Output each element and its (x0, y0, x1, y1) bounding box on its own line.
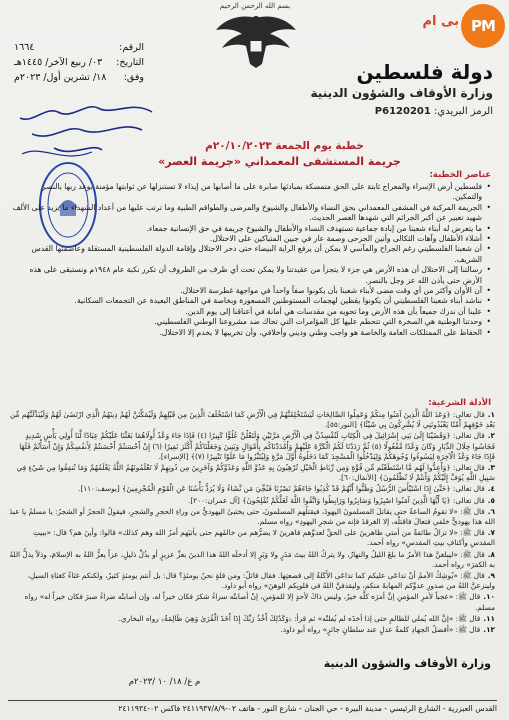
elements-heading: عناصر الخطبة: (429, 170, 491, 180)
date-hijri: ٠٣/ ربيع الآخر/ ١٤٤٥هـ (14, 57, 103, 68)
evidence-number: ٢. (487, 431, 495, 441)
sermon-element-item: • فلسطين أرض الإسراء والمعراج ثابتة على الحق متمسكة بمبادئها صابرة على ما أصابها من إيذاء لا تستنزلها عن ثوابتها مؤمنة بوعد ربها بالنصر والتمكين. (12, 182, 491, 203)
evidence-number: ١٠. (483, 592, 495, 602)
sermon-element-item: • أشلاء الأطفال وآهات الثكالى وأنين الجرحى وصمة عار في جبين المتباكين على الاحتلال. (12, 234, 491, 244)
letter-meta (14, 42, 144, 87)
palestine-eagle-emblem (212, 8, 300, 72)
evidence-text: قال تعالى: ﴿يَا أَيُّهَا الَّذِينَ آمَنُوا اصْبِرُوا وَصَابِرُوا وَرَابِطُوا وَاتَّقُوا اللَّهَ لَعَلَّكُمْ تُفْلِحُونَ﴾ [آل عمران:٢٠٠]. (188, 495, 485, 505)
date-label: التاريخ: (116, 57, 144, 68)
evidence-item (8, 550, 495, 570)
evidence-item (8, 507, 495, 527)
evidence-number: ٧. (487, 528, 495, 538)
evidence-number: ١٢. (483, 625, 495, 635)
postal-value: P6120201 (374, 106, 431, 117)
evidence-number: ٩. (487, 571, 495, 581)
pm-logo-watermark: PM (461, 4, 505, 48)
evidence-text: قال تعالى: ﴿وَأَعِدُّوا لَهُم مَّا اسْتَطَعْتُم مِّن قُوَّةٍ وَمِن رِّبَاطِ الْخَيْلِ تُرْهِبُونَ بِهِ عَدُوَّ اللَّهِ وَعَدُوَّكُمْ وَآخَرِينَ مِن دُونِهِمْ لَا تَعْلَمُونَهُمُ اللَّهُ يَعْلَمُهُمْ وَمَا تُنفِقُوا مِن شَيْءٍ فِي سَبِيلِ اللَّهِ يُوَفَّ إِلَيْكُمْ وَأَنتُمْ لَا تُظْلَمُونَ﴾ [الأنفال:٦٠]. (16, 463, 495, 483)
postal-code (375, 106, 493, 117)
date-gregorian: ١٨/ تشرين أول/ ٢٠٢٣م (14, 72, 107, 83)
evidence-item (8, 571, 495, 591)
postal-label: الرمز البريدي: (434, 106, 493, 117)
evidence-text: قال ﷺ: «إنَّ الله يُملي للظالمِ حتى إذا أخذَه لم يُفلتْه» ثم قرأ: ﴿وَكَذَٰلِكَ أَخْذُ رَبِّكَ إِذَا أَخَذَ الْقُرَىٰ وَهِيَ ظَالِمَةٌ﴾ رواه البخاري. (118, 613, 481, 623)
evidence-text: قال ﷺ: «لا تزالُ طائفةٌ من أمتي ظاهرينَ على الحقِّ لعدوِّهم قاهرينَ لا يضرُّهم من خالفَهم حتى يأتيَهم أمرُ الله وهم كذلك» قالوا: وأينَ هم؟ قال: «ببيتِ المقدسِ وأكنافِ بيتِ المقدسِ» رواه أحمد. (33, 528, 495, 548)
evidence-heading: الأدلة الشرعية: (428, 398, 491, 408)
sermon-element-item: • الحفاظ على الممتلكات العامة والخاصة هو واجب وطني وديني وأخلاقي، وأن تخريبها لا يخدم إلا الاحتلال. (12, 328, 491, 338)
number-label: الرقم: (119, 42, 144, 53)
evidence-text: قال تعالى: ﴿وَقَضَيْنَا إِلَىٰ بَنِي إِسْرَائِيلَ فِي الْكِتَابِ لَتُفْسِدُنَّ فِي الْأَرْضِ مَرَّتَيْنِ وَلَتَعْلُنَّ عُلُوًّا كَبِيرًا (٤) فَإِذَا جَاءَ وَعْدُ أُولَاهُمَا بَعَثْنَا عَلَيْكُمْ عِبَادًا لَّنَا أُولِي بَأْسٍ شَدِيدٍ فَجَاسُوا خِلَالَ الدِّيَارِ وَكَانَ وَعْدًا مَّفْعُولًا (٥) ثُمَّ رَدَدْنَا لَكُمُ الْكَرَّةَ عَلَيْهِمْ وَأَمْدَدْنَاكُم بِأَمْوَالٍ وَبَنِينَ وَجَعَلْنَاكُمْ أَكْثَرَ نَفِيرًا (٦) إِنْ أَحْسَنتُمْ أَحْسَنتُمْ لِأَنفُسِكُمْ وَإِنْ أَسَأْتُمْ فَلَهَا فَإِذَا جَاءَ وَعْدُ الْآخِرَةِ لِيَسُوءُوا وُجُوهَكُمْ وَلِيَدْخُلُوا الْمَسْجِدَ كَمَا دَخَلُوهُ أَوَّلَ مَرَّةٍ وَلِيُتَبِّرُوا مَا عَلَوْا تَتْبِيرًا (٧)﴾ [الإسراء]. (19, 431, 495, 461)
sermon-title: جريمة المستشفى المعمداني «جريمة العصر» (158, 155, 401, 168)
sermon-element-item: • آن الأوان وأكثر من أي وقت مضى لأبناء شعبنا بأن يكونوا صفاً واحداً في مواجهة غطرسة الاحتلال. (12, 286, 491, 296)
evidence-number: ١١. (483, 613, 495, 623)
ministry-name: وزارة الأوقاف والشؤون الدينية (310, 86, 493, 100)
state-name: دولة فلسطين (356, 60, 493, 84)
sermon-element-item: • رسالتنا إلى الاحتلال أن هذه الأرض هي جزء لا يتجزأ من عقيدتنا ولا يمكن تحت أي ظرف من الظروف أن تكرر نكبة عام ١٩٤٨م ونستبقى على هذه الأرض حتى يأذن الله عز وجل بالنصر. (12, 265, 491, 286)
evidence-item (8, 463, 495, 483)
evidence-item (8, 484, 495, 494)
evidence-text: قال ﷺ: «عجباً لأمرِ المؤمنِ إنَّ أمرَه كلَّه خيرٌ، وليس ذاكَ لأحدٍ إلا للمؤمنِ، إنْ أصابتْه سراءُ شكرَ فكان خيراً له، وإن أصابتْه ضراءُ صبرَ فكان خيراً له» رواه مسلم. (24, 592, 495, 612)
muwafiq-label: وفق: (123, 72, 144, 83)
evidence-item (8, 625, 495, 635)
evidence-item (8, 614, 495, 624)
basmala: بسم الله الرحمن الرحيم (219, 2, 291, 10)
sermon-element-item: • علينا أن ندرك جميعاً بأن هذه الأرض وما تحويه من مقدسات هي أمانة في أعناقنا إلى يوم الدين. (12, 307, 491, 317)
evidence-text: قال ﷺ: «يُوشِكُ الأممُ أنْ تداعَى عليكم كما تداعَى الأَكَلةُ إلى قصعتِها. فقال قائلٌ: ومن قلةٍ نحنُ يومئذٍ؟ قال: بل أنتم يومئذٍ كثيرٌ، ولكنكم غثاءٌ كغثاءِ السيلِ، ولينزعنَّ اللهُ من صدورِ عدوِّكم المهابةَ منكم، وليقذفنَّ اللهُ في قلوبِكم الوهنَ» رواه أبو داود. (27, 571, 495, 591)
evidence-text: قال ﷺ: «أفضلُ الجهادِ كلمةُ عدلٍ عند سلطانٍ جائرٍ» رواه أبو داود. (280, 625, 481, 635)
handwritten-signature (2, 90, 162, 170)
number-value: ١٦٦٤ (14, 42, 35, 53)
sermon-element-item: • ما يتعرض له أبناء شعبنا من إبادة جماعية تستهدف النساء والأطفال والشيوخ جريمة في حق الإنسانية جمعاء. (12, 224, 491, 234)
evidence-item (8, 592, 495, 612)
sermon-element-item: • نناشد أبناء شعبنا الفلسطيني أن يكونوا يقظين لهجمات المستوطنين المسعورة وبخاصة في المناطق البعيدة عن التجمعات السكانية. (12, 296, 491, 306)
evidence-text: قال ﷺ: «ليبلغنَّ هذا الأمرُ ما بلغَ الليلُ والنهارُ، ولا يتركُ اللهُ بيتَ مَدَرٍ ولا وَبَرٍ إلا أدخلَه اللهُ هذا الدينَ بعزِّ عزيزٍ أو بذُلِّ ذليلٍ، عزاً يعزُّ اللهُ به الإسلامَ، وذلاً يذلُّ اللهُ به الكفرَ» رواه أحمد. (9, 549, 495, 569)
evidence-item (8, 431, 495, 462)
watermark-text: ﺑﯽ اﻡ (422, 14, 459, 29)
evidence-item (8, 410, 495, 430)
sermon-element-item: • وحدتنا الوطنية هي الصخرة التي تتحطم عليها كل المؤامرات التي تحاك ضد مشروعنا الوطني الفلسطيني. (12, 317, 491, 327)
evidence-number: ١. (487, 410, 495, 419)
sermon-element-item: • أن شعبنا الفلسطيني رغم الجراح والمآسي لا يمكن أن يرفع الراية البيضاء حتى دحر الاحتلال وإقامة الدولة الفلسطينية المستقلة وعاصمتها القدس الشريف. (12, 244, 491, 265)
evidence-number: ٤. (487, 484, 495, 494)
evidence-item (8, 496, 495, 506)
evidence-number: ٣. (487, 463, 495, 473)
sermon-date-title: خطبة يوم الجمعة ٢٠/١٠/٢٠٢٣م (205, 140, 364, 152)
footer-ministry-name: وزارة الأوقاف والشؤون الدينية (323, 657, 491, 670)
evidence-list (8, 410, 495, 636)
evidence-text: قال تعالى: ﴿وَعَدَ اللَّهُ الَّذِينَ آمَنُوا مِنكُمْ وَعَمِلُوا الصَّالِحَاتِ لَيَسْتَخْلِفَنَّهُمْ فِي الْأَرْضِ كَمَا اسْتَخْلَفَ الَّذِينَ مِن قَبْلِهِمْ وَلَيُمَكِّنَنَّ لَهُمْ دِينَهُمُ الَّذِي ارْتَضَىٰ لَهُمْ وَلَيُبَدِّلَنَّهُم مِّن بَعْدِ خَوْفِهِمْ أَمْنًا يَعْبُدُونَنِي لَا يُشْرِكُونَ بِي شَيْئًا﴾ [النور:٥٥]. (9, 410, 495, 430)
footer-date: م ع/ ١٨/ ١٠ /٢٠٢٣م (128, 677, 201, 687)
evidence-item (8, 528, 495, 548)
footer-address: القدس العيزرية - الشارع الرئيسي - مدينة البيرة - حي الجنان - شارع النور - هاتف ٠٢-٢٤١١٩٣٧/٨/٩ فاكس ٠٢-٢٤١١٩٣٤ (8, 700, 497, 713)
evidence-text: قال تعالى: ﴿حَتَّىٰ إِذَا اسْتَيْأَسَ الرُّسُلُ وَظَنُّوا أَنَّهُمْ قَدْ كُذِبُوا جَاءَهُمْ نَصْرُنَا فَنُجِّيَ مَن نَّشَاءُ وَلَا يُرَدُّ بَأْسُنَا عَنِ الْقَوْمِ الْمُجْرِمِينَ﴾ [يوسف:١١٠]. (78, 484, 485, 494)
sermon-elements-list (12, 182, 491, 338)
evidence-number: ٥. (487, 495, 495, 505)
evidence-number: ٨. (487, 549, 495, 559)
evidence-text: قال ﷺ: «لا تقومُ الساعةُ حتى يقاتلَ المسلمونَ اليهودَ، فيقتلُهم المسلمونَ، حتى يختبئَ اليهوديُّ من وراءِ الحجرِ والشجرِ، فيقولُ الحجرُ أو الشجرُ: يا مسلمُ يا عبدَ الله هذا يهوديٌّ خلفي فتعالَ فاقتلْه، إلا الغرقدَ فإنه من شجرِ اليهودِ» رواه مسلم. (9, 506, 495, 527)
evidence-number: ٦. (487, 506, 495, 516)
sermon-element-item: • الجريمة المركبة في المشفى المعمداني بحق النساء والأطفال والشيوخ والمرضى والطواقم الطبية وما ترتب عليها من أعداد الشهداء ما يزيد على الألف شهيد تعبير عن أكبر الجرائم التي شهدها العصر الحديث. (12, 203, 491, 224)
